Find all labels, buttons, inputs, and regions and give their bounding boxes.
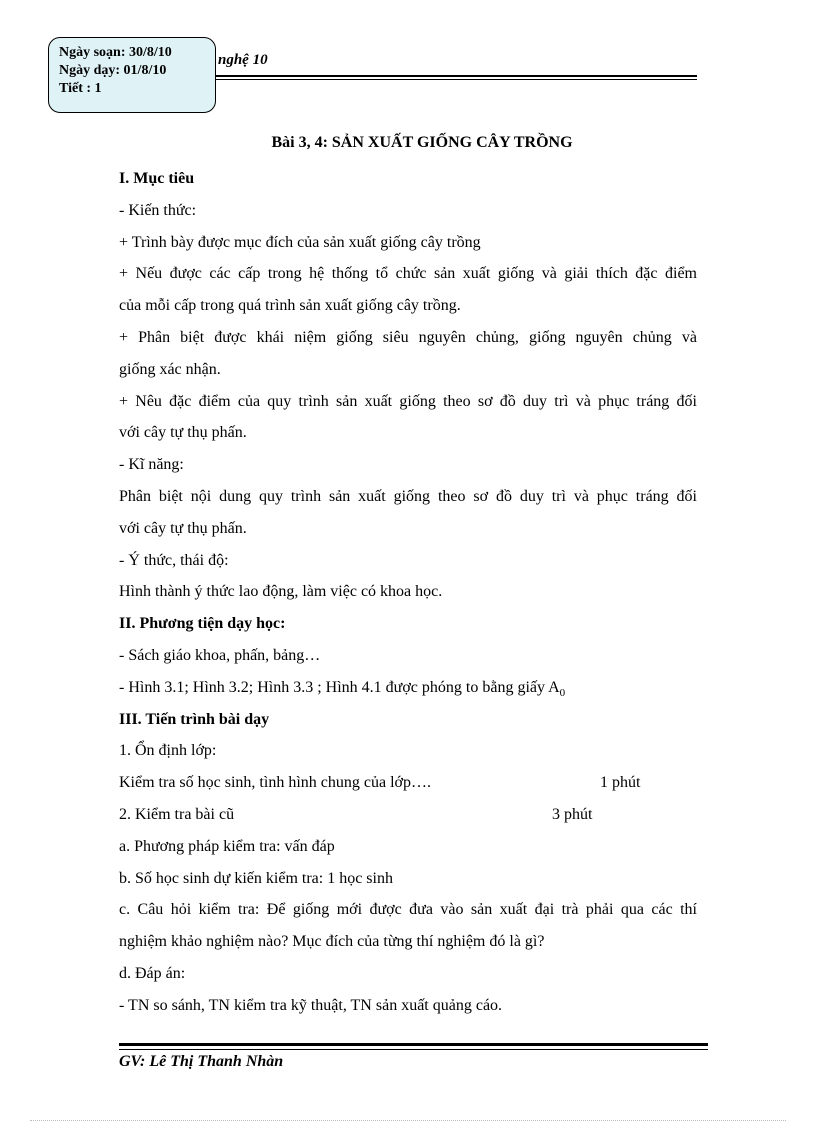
line-text: c. Câu hỏi kiểm tra: Để giống mới được đưa vào sản xuất đại trà phải qua các thí [119,901,697,919]
line-text: Phân biệt nội dung quy trình sản xuất giống theo sơ đồ duy trì và phục tráng đối [119,487,697,505]
line-text: d. Đáp án: [119,964,186,982]
line-text: - Ý thức, thái độ: [119,551,229,569]
body-line [119,227,697,259]
subscript: 0 [559,686,566,699]
lesson-body [119,163,697,1022]
body-line [119,767,697,799]
line-text: 2. Kiểm tra bài cũ [119,805,235,823]
line-text: Kiểm tra số học sinh, tình hình chung của lớp…. [119,774,431,792]
line-text: II. Phương tiện dạy học: [119,615,286,633]
line-text: - Kiến thức: [119,201,197,219]
line-text: nghiệm khảo nghiệm nào? Mục đích của từng thí nghiệm đó là gì? [119,933,545,951]
line-text: với cây tự thụ phấn. [119,424,247,442]
page-edge [30,1120,786,1121]
line-text: a. Phương pháp kiểm tra: vấn đáp [119,837,335,855]
body-line [119,576,697,608]
body-line [119,417,697,449]
body-line [119,672,697,704]
body-line [119,863,697,895]
line-text: I. Mục tiêu [119,170,195,187]
line-text: giống xác nhận. [119,360,221,378]
body-line [119,195,697,227]
time-allotment: 1 phút [600,774,641,792]
lesson-title: Bài 3, 4: SẢN XUẤT GIỐNG CÂY TRỒNG [271,134,573,151]
line-text: - Hình 3.1; Hình 3.2; Hình 3.3 ; Hình 4.1 được phóng to bằng giấy A [119,678,560,696]
body-line [119,831,697,863]
line-text: 1. Ổn định lớp: [119,742,217,760]
line-text: - Kĩ năng: [119,456,184,474]
line-text: + Nếu được các cấp trong hệ thống tổ chức sản xuất giống và giải thích đặc điểm [119,265,697,283]
section-heading [119,163,697,195]
section-heading [119,608,697,640]
body-line [119,894,697,926]
header-rule-thin [200,79,697,80]
line-text: + Nêu đặc điểm của quy trình sản xuất giống theo sơ đồ duy trì và phục tráng đối [119,392,697,410]
body-line [119,322,697,354]
section-heading [119,704,697,736]
line-text: + Phân biệt được khái niệm giống siêu nguyên chủng, giống nguyên chủng và [119,328,697,346]
time-allotment: 3 phút [552,805,593,823]
line-text: b. Số học sinh dự kiến kiểm tra: 1 học sinh [119,869,393,887]
body-line [119,799,697,831]
footer-rule [119,1043,708,1046]
body-line [119,386,697,418]
body-line [119,926,697,958]
header-subject: nghệ 10 [218,52,268,68]
line-text: của mỗi cấp trong quá trình sản xuất giống cây trồng. [119,297,461,315]
body-line [119,513,697,545]
line-text: + Trình bày được mục đích của sản xuất giống cây trồng [119,233,481,251]
body-line [119,481,697,513]
body-line [119,735,697,767]
line-text: với cây tự thụ phấn. [119,519,247,537]
body-line [119,640,697,672]
header-rule [200,75,697,77]
footer-rule-thin [119,1049,708,1050]
lesson-info-box [48,37,216,113]
body-line [119,258,697,290]
date-prepared: Ngày soạn: 30/8/10 [59,45,172,60]
body-line [119,958,697,990]
line-text: Hình thành ý thức lao động, làm việc có khoa học. [119,583,443,601]
body-line [119,290,697,322]
body-line [119,990,697,1022]
period-number: Tiết : 1 [59,81,102,96]
line-text: - TN so sánh, TN kiểm tra kỹ thuật, TN sản xuất quảng cáo. [119,996,503,1014]
teacher-name: GV: Lê Thị Thanh Nhàn [119,1053,284,1070]
line-text: - Sách giáo khoa, phấn, bảng… [119,646,321,664]
body-line [119,449,697,481]
body-line [119,354,697,386]
line-text: III. Tiến trình bài dạy [119,710,270,728]
body-line [119,545,697,577]
date-taught: Ngày dạy: 01/8/10 [59,63,167,78]
